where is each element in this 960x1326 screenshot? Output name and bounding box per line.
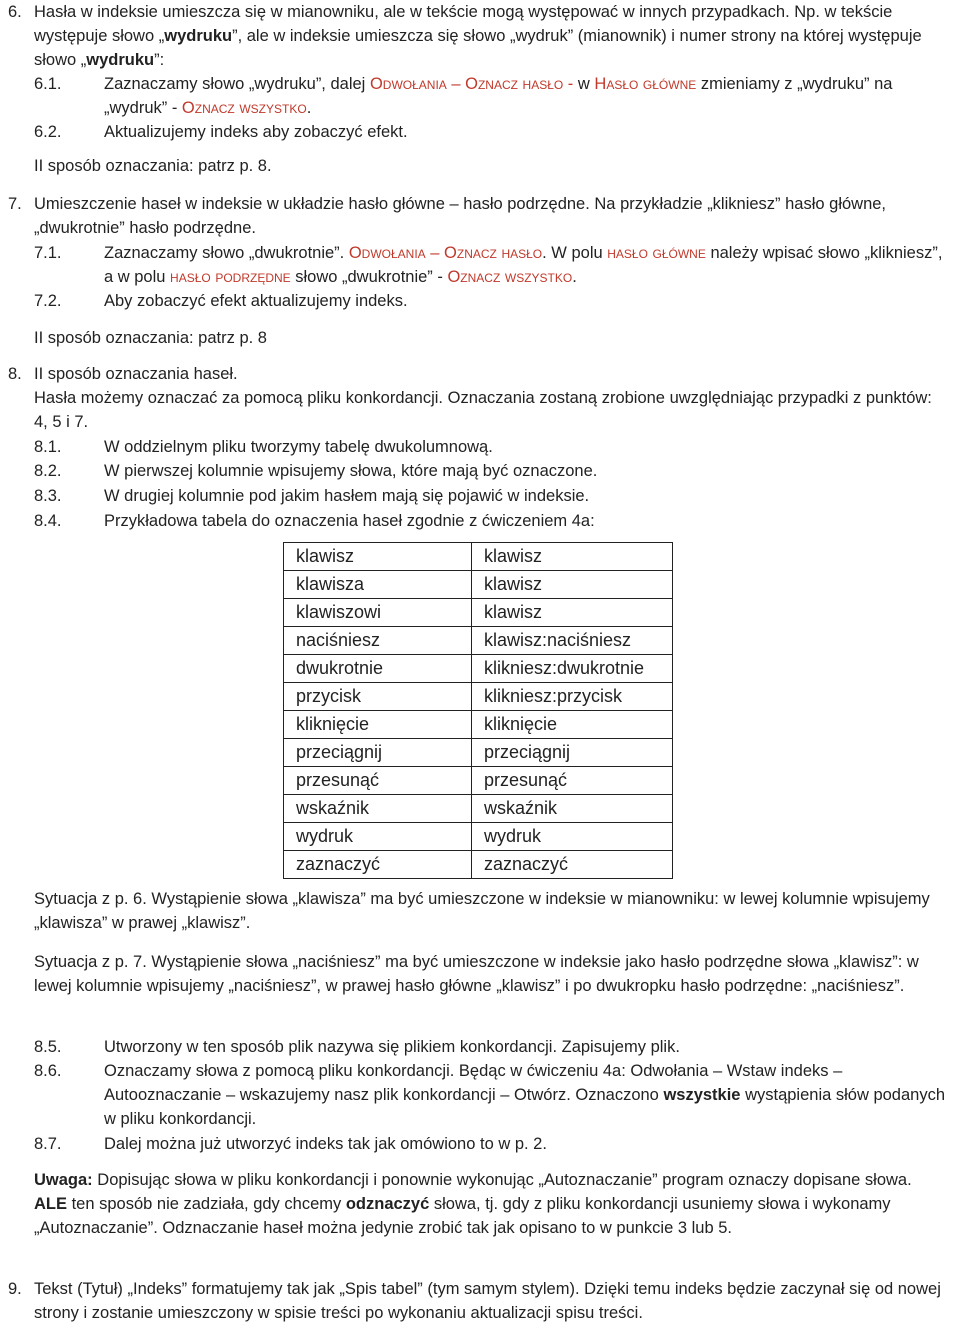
source-word-cell: wydruk [284, 823, 472, 851]
source-word-cell: klawiszowi [284, 599, 472, 627]
item-text: Tekst (Tytuł) „Indeks” formatujemy tak jak „Spis tabel” (tym samym stylem). Dzięki temu indeks będzie zaczynał się od nowej strony i zostanie umieszczony w spisie treści po wykonaniu aktualizacji spisu treści. [34, 1280, 941, 1322]
item-text: Zaznaczamy słowo „wydruku”, dalej Odwołania – Oznacz hasło - w Hasło główne zmieniamy z „wydruku” na „wydruk” - Oznacz wszystko. [104, 75, 893, 117]
item-title: II sposób oznaczania haseł. [34, 365, 238, 383]
table-row [284, 627, 673, 655]
alt-method-note: II sposób oznaczania: patrz p. 8 [34, 329, 267, 347]
item-number: 7. [8, 195, 22, 213]
index-entry-cell: przeciągnij [472, 739, 673, 767]
table-row [284, 795, 673, 823]
table-row [284, 599, 673, 627]
item-6-1 [34, 72, 949, 120]
item-number: 8. [8, 365, 22, 383]
item-7-1 [34, 241, 949, 289]
item-number: 9. [8, 1280, 22, 1298]
concordance-table [283, 542, 673, 879]
item-number: 7.1. [34, 244, 62, 262]
item-number: 8.2. [34, 462, 62, 480]
item-number: 8.4. [34, 512, 62, 530]
index-entry-cell: wskaźnik [472, 795, 673, 823]
source-word-cell: kliknięcie [284, 711, 472, 739]
item-number: 8.6. [34, 1062, 62, 1080]
item-text: Oznaczamy słowa z pomocą pliku konkordancji. Będąc w ćwiczeniu 4a: Odwołania – Wstaw indeks – Autooznaczanie – wskazujemy nasz plik konkordancji – Otwórz. Oznaczono wszystkie wystąpienia słów podanych w pliku konkordancji. [104, 1062, 946, 1128]
item-text: W pierwszej kolumnie wpisujemy słowa, które mają być oznaczone. [104, 462, 598, 480]
source-word-cell: przycisk [284, 683, 472, 711]
item-number: 6. [8, 3, 22, 21]
item-7 [8, 192, 953, 240]
item-8-2 [34, 459, 949, 483]
source-word-cell: przesunąć [284, 767, 472, 795]
table-row [284, 711, 673, 739]
item-6 [8, 0, 953, 72]
source-word-cell: naciśniesz [284, 627, 472, 655]
item-number: 8.3. [34, 487, 62, 505]
table-row [284, 767, 673, 795]
item-8-7 [34, 1132, 949, 1156]
item-8-3 [34, 484, 949, 508]
item-number: 7.2. [34, 292, 62, 310]
table-row [284, 571, 673, 599]
item-text: W drugiej kolumnie pod jakim hasłem mają się pojawić w indeksie. [104, 487, 590, 505]
item-7-2 [34, 289, 949, 313]
item-text: Aby zobaczyć efekt aktualizujemy indeks. [104, 292, 408, 310]
item-8-intro: Hasła możemy oznaczać za pomocą pliku konkordancji. Oznaczania zostaną zrobione uwzględniając przypadki z punktów: 4, 5 i 7. [34, 389, 932, 431]
item-text: Utworzony w ten sposób plik nazywa się plikiem konkordancji. Zapisujemy plik. [104, 1038, 680, 1056]
item-number: 6.1. [34, 75, 62, 93]
item-text: Zaznaczamy słowo „dwukrotnie”. Odwołania – Oznacz hasło. W polu hasło główne należy wpisać słowo „klikniesz”, a w polu hasło podrzędne słowo „dwukrotnie” - Oznacz wszystko. [104, 244, 943, 286]
item-9 [8, 1277, 953, 1325]
item-text: Hasła w indeksie umieszcza się w mianowniku, ale w tekście mogą występować w innych przypadkach. Np. w tekście występuje słowo „wydruku”, ale w indeksie umieszcza się słowo „wydruk” (mianownik) i numer strony na której występuje słowo „wydruku”: [34, 3, 922, 69]
item-text: Umieszczenie haseł w indeksie w układzie hasło główne – hasło podrzędne. Na przykładzie „klikniesz” hasło główne, „dwukrotnie” hasło podrzędne. [34, 195, 887, 237]
source-word-cell: klawisza [284, 571, 472, 599]
item-number: 8.5. [34, 1038, 62, 1056]
index-entry-cell: kliknięcie [472, 711, 673, 739]
item-number: 8.7. [34, 1135, 62, 1153]
index-entry-cell: klawisz [472, 571, 673, 599]
situation-7-note: Sytuacja z p. 7. Wystąpienie słowa „naciśniesz” ma być umieszczone w indeksie jako hasło podrzędne słowa „klawisz”: w lewej kolumnie wpisujemy „naciśniesz”, w prawej hasło główne „klawisz” i po dwukropku hasło podrzędne: „naciśniesz”. [34, 953, 919, 995]
index-entry-cell: klawisz [472, 543, 673, 571]
source-word-cell: zaznaczyć [284, 851, 472, 879]
source-word-cell: dwukrotnie [284, 655, 472, 683]
item-number: 8.1. [34, 438, 62, 456]
source-word-cell: klawisz [284, 543, 472, 571]
item-8 [8, 362, 953, 386]
index-entry-cell: klawisz [472, 599, 673, 627]
index-entry-cell: klawisz:naciśniesz [472, 627, 673, 655]
table-row [284, 851, 673, 879]
item-8-4 [34, 509, 949, 533]
index-entry-cell: klikniesz:przycisk [472, 683, 673, 711]
index-entry-cell: zaznaczyć [472, 851, 673, 879]
index-entry-cell: przesunąć [472, 767, 673, 795]
item-text: Przykładowa tabela do oznaczenia haseł zgodnie z ćwiczeniem 4a: [104, 512, 595, 530]
index-entry-cell: klikniesz:dwukrotnie [472, 655, 673, 683]
table-row [284, 543, 673, 571]
table-row [284, 655, 673, 683]
situation-6-note: Sytuacja z p. 6. Wystąpienie słowa „klawisza” ma być umieszczone w indeksie w mianowniku: w lewej kolumnie wpisujemy „klawisza” w prawej „klawisz”. [34, 890, 930, 932]
item-number: 6.2. [34, 123, 62, 141]
source-word-cell: wskaźnik [284, 795, 472, 823]
item-8-5 [34, 1035, 949, 1059]
item-text: W oddzielnym pliku tworzymy tabelę dwukolumnową. [104, 438, 493, 456]
item-8-6 [34, 1059, 949, 1131]
table-row [284, 683, 673, 711]
item-8-1 [34, 435, 949, 459]
index-entry-cell: wydruk [472, 823, 673, 851]
alt-method-note: II sposób oznaczania: patrz p. 8. [34, 157, 272, 175]
table-row [284, 823, 673, 851]
source-word-cell: przeciągnij [284, 739, 472, 767]
table-row [284, 739, 673, 767]
item-text: Aktualizujemy indeks aby zobaczyć efekt. [104, 123, 408, 141]
item-text: Dalej można już utworzyć indeks tak jak omówiono to w p. 2. [104, 1135, 547, 1153]
warning-note: Uwaga: Dopisując słowa w pliku konkordancji i ponownie wykonując „Autoznaczanie” program oznaczy dopisane słowa. ALE ten sposób nie zadziała, gdy chcemy odznaczyć słowa, tj. gdy z pliku konkordancji usuniemy słowa i wykonamy „Autoznaczanie”. Odznaczanie haseł można jedynie zrobić tak jak opisano to w punkcie 3 lub 5. [34, 1171, 912, 1237]
item-6-2 [34, 120, 949, 144]
